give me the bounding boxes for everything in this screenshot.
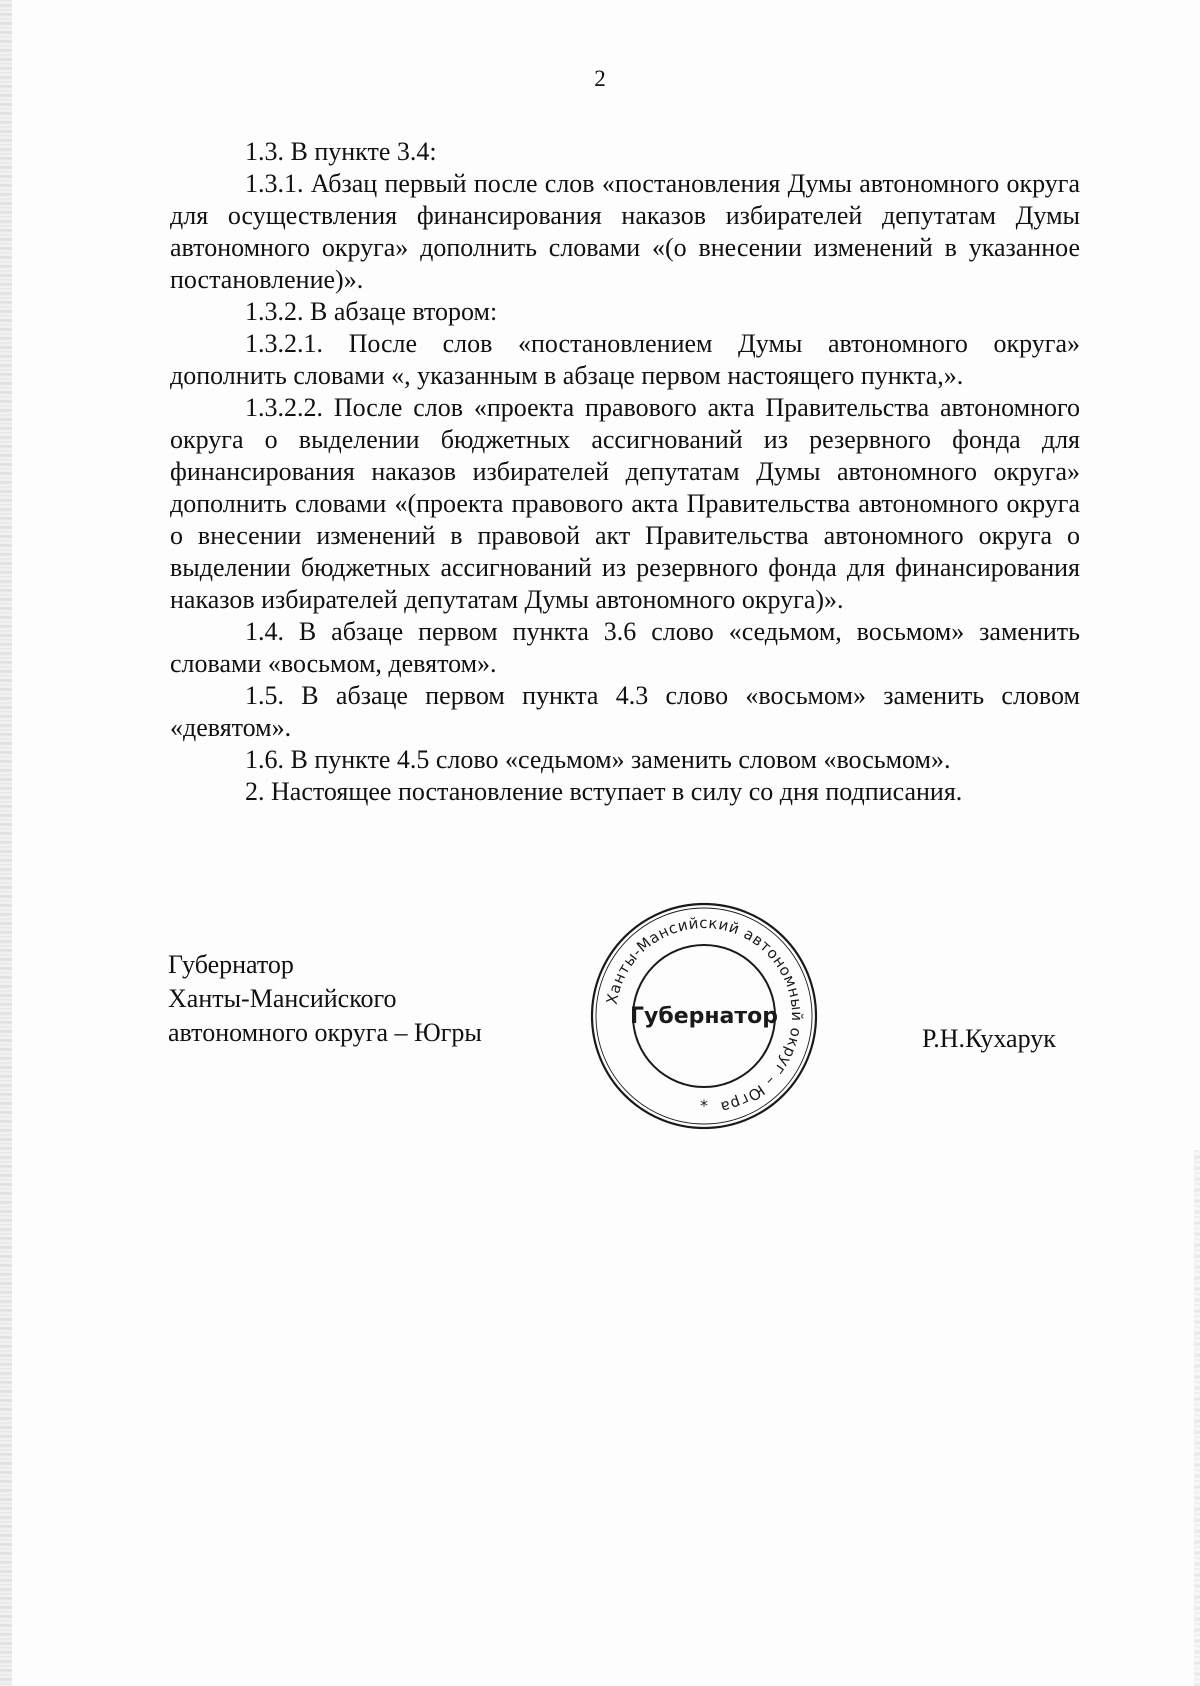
paragraph-1-3: 1.3. В пункте 3.4: (245, 137, 437, 166)
seal-graphic (586, 898, 822, 1134)
paragraph-1-4: 1.4. В абзаце первом пункта 3.6 слово «седьмом, восьмом» заменить словами «восьмом, девятом». (170, 617, 1080, 678)
seal-ring-text: Ханты-Мансийский автономный округ – Югра (602, 913, 807, 1117)
paragraph-1-6: 1.6. В пункте 4.5 слово «седьмом» заменить словом «восьмом». (245, 745, 951, 774)
paragraph-1-3-2-1: 1.3.2.1. После слов «постановлением Думы автономного округа» дополнить словами «, указанным в абзаце первом настоящего пункта,». (170, 329, 1080, 390)
signature-title-line-3: автономного округа – Югры (168, 1018, 482, 1047)
official-seal (586, 898, 822, 1134)
document-body (170, 136, 1080, 808)
paragraph-1-5: 1.5. В абзаце первом пункта 4.3 слово «восьмом» заменить словом «девятом». (170, 681, 1080, 742)
paragraph-1-3-2-2: 1.3.2.2. После слов «проекта правового акта Правительства автономного округа о выделении бюджетных ассигнований из резервного фонда для финансирования наказов избирателей депутатам Думы автономного округа» дополнить словами «(проекта правового акта Правительства автономного округа о внесении изменений в правовой акт Правительства автономного округа о выделении бюджетных ассигнований из резервного фонда для финансирования наказов избирателей депутатам Думы автономного округа)». (170, 393, 1080, 614)
signer-name: Р.Н.Кухарук (922, 1024, 1056, 1053)
seal-star: * (700, 1096, 708, 1115)
page-number: 2 (594, 66, 606, 91)
scan-edge-left (0, 0, 12, 1686)
paragraph-1-3-2: 1.3.2. В абзаце втором: (245, 297, 498, 326)
paragraph-2: 2. Настоящее постановление вступает в силу со дня подписания. (245, 777, 963, 806)
paragraph-1-3-1: 1.3.1. Абзац первый после слов «постановления Думы автономного округа для осуществления финансирования наказов избирателей депутатам Думы автономного округа» дополнить словами «(о внесении изменений в указанное постановление)». (170, 169, 1080, 294)
scan-edge-right (1194, 1150, 1200, 1686)
signature-title-line-1: Губернатор (168, 950, 294, 979)
signature-title-line-2: Ханты-Мансийского (168, 984, 397, 1013)
seal-center-text: Губернатор (629, 1004, 779, 1029)
